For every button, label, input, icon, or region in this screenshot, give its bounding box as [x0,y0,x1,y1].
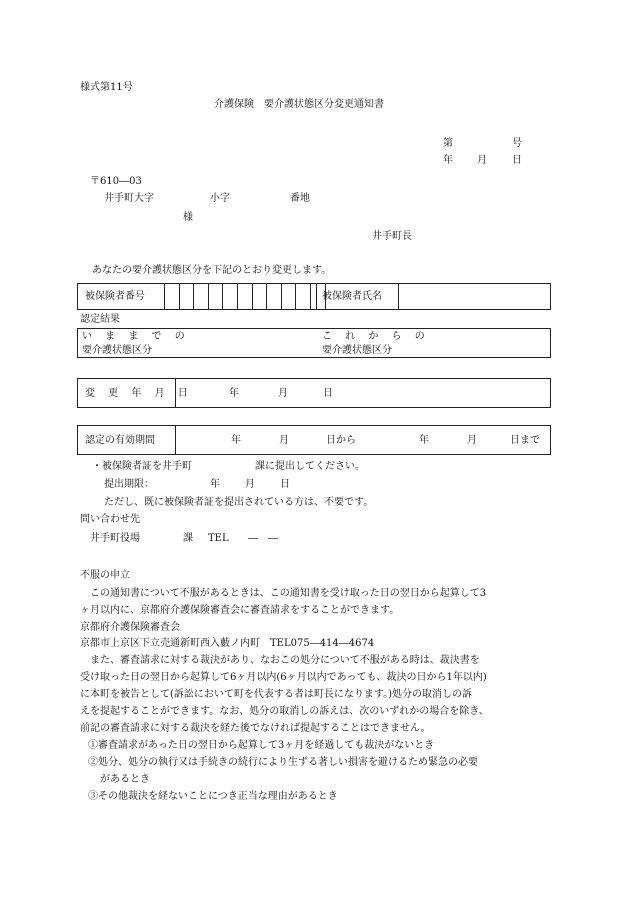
insured-name-label: 被保険者氏名 [322,291,382,302]
validity-month2: 月 [467,435,477,446]
deadline-year: 年 [210,479,220,490]
insured-info-box [77,283,551,310]
deadline-day: 日 [280,479,290,490]
insured-number-cell-divider [295,284,296,309]
council-name: 京都府介護保険審査会 [80,622,180,633]
insured-number-cell-divider [179,284,180,309]
validity-day-until: 日まで [510,435,540,446]
issue-day: 日 [512,155,522,166]
insured-number-cell-divider [164,284,165,309]
divider [175,379,176,407]
divider [316,284,317,309]
address-banchi: 番地 [290,193,310,204]
insured-number-cell-divider [237,284,238,309]
inquiry-dashes: ― ― [248,533,278,544]
appeal-p2-line4: えを提起することができます。なお、処分の取消しの訴えは、次のいずれかの場合を除き、 [80,706,489,717]
result-box [77,328,551,358]
insured-number-cell-divider [266,284,267,309]
insured-number-cell-divider [193,284,194,309]
validity-box [77,425,551,455]
validity-year2: 年 [419,435,429,446]
appeal-p2-line2: 受け取った日の翌日から起算して6ヶ月以内(6ヶ月以内であっても、裁決の日から1年以内) [80,672,487,683]
appeal-item-2-line1: ②処分、処分の執行又は手続きの続行により生ずる著しい損害を避けるため緊急の必要 [88,757,478,768]
change-date-box [77,378,551,408]
form-number: 様式第11号 [80,82,133,93]
divider [175,426,176,454]
from-now-line1: こ れ か ら の [322,331,430,342]
appeal-p2-line3: に本町を被告として(訴訟において町を代表する者は町長になります。)処分の取消しの訴 [80,689,473,700]
insured-number-cell-divider [252,284,253,309]
validity-year1: 年 [231,435,241,446]
insured-number-cell-divider [222,284,223,309]
appeal-p2-line5: 前記の審査請求に対する裁決を経た後でなければ提起することはできません。 [80,723,431,734]
address-oaza: 井手町大字 [104,193,154,204]
issue-year: 年 [443,155,453,166]
address-koaza: 小字 [210,193,230,204]
from-now-line2: 要介護状態区分 [322,345,392,356]
appeal-heading: 不服の申立 [80,570,130,581]
deadline-month: 月 [245,479,255,490]
doc-number-go: 号 [512,138,522,149]
submission-line1a: ・被保険者証を井手町 [92,461,192,472]
inquiry-heading: 問い合わせ先 [80,514,140,525]
change-year: 年 [229,388,239,399]
deadline-label: 提出期限： [104,479,154,490]
appeal-p1-line1: この通知書について不服があるときは、この通知書を受け取った日の翌日から起算して3 [80,588,487,599]
appeal-item-3: ③その他裁決を経ないことにつき正当な理由があるとき [88,791,338,802]
insured-number-cell-divider [208,284,209,309]
inquiry-office: 井手町役場 [90,533,140,544]
result-heading: 認定結果 [80,314,120,325]
appeal-p1-line2: ヶ月以内に、京都府介護保険審査会に審査請求をすることができます。 [80,605,400,616]
change-date-label: 変 更 年 月 日 [85,388,193,399]
submission-note: ただし、既に被保険者証を提出されている方は、不要です。 [104,497,374,508]
insured-number-label: 被保険者番号 [85,291,145,302]
inquiry-ka: 課 [183,533,193,544]
validity-label: 認定の有効期間 [85,435,155,446]
council-address: 京都市上京区下立売通新町西入藪ノ内町 TEL075―414―4674 [80,638,375,649]
addressee-sama: 様 [183,212,193,223]
issue-month: 月 [477,155,487,166]
appeal-p2-line1: また、審査請求に対する裁決があり、なおこの処分について不服がある時は、裁決書を [80,655,480,666]
until-now-line2: 要介護状態区分 [82,345,152,356]
postal-code: 〒610―03 [90,176,142,187]
change-day: 日 [323,388,333,399]
document-title: 介護保険 要介護状態区分変更通知書 [214,99,384,110]
appeal-item-1: ①審査請求があった日の翌日から起算して3ヶ月を経過しても裁決がないとき [88,740,435,751]
appeal-item-2-line2: があるとき [100,774,150,785]
doc-number-dai: 第 [443,138,453,149]
validity-day-from: 日から [326,435,356,446]
validity-month1: 月 [279,435,289,446]
intro-text: あなたの要介護状態区分を下記のとおり変更します。 [92,265,332,276]
change-month: 月 [278,388,288,399]
insured-number-cell-divider [281,284,282,309]
insured-number-cell-divider [310,284,311,309]
until-now-line1: い ま ま で の [82,331,190,342]
inquiry-tel: TEL [208,533,229,544]
divider [398,284,399,309]
issuer-name: 井手町長 [372,231,412,242]
submission-line1b: 課に提出してください。 [255,461,365,472]
